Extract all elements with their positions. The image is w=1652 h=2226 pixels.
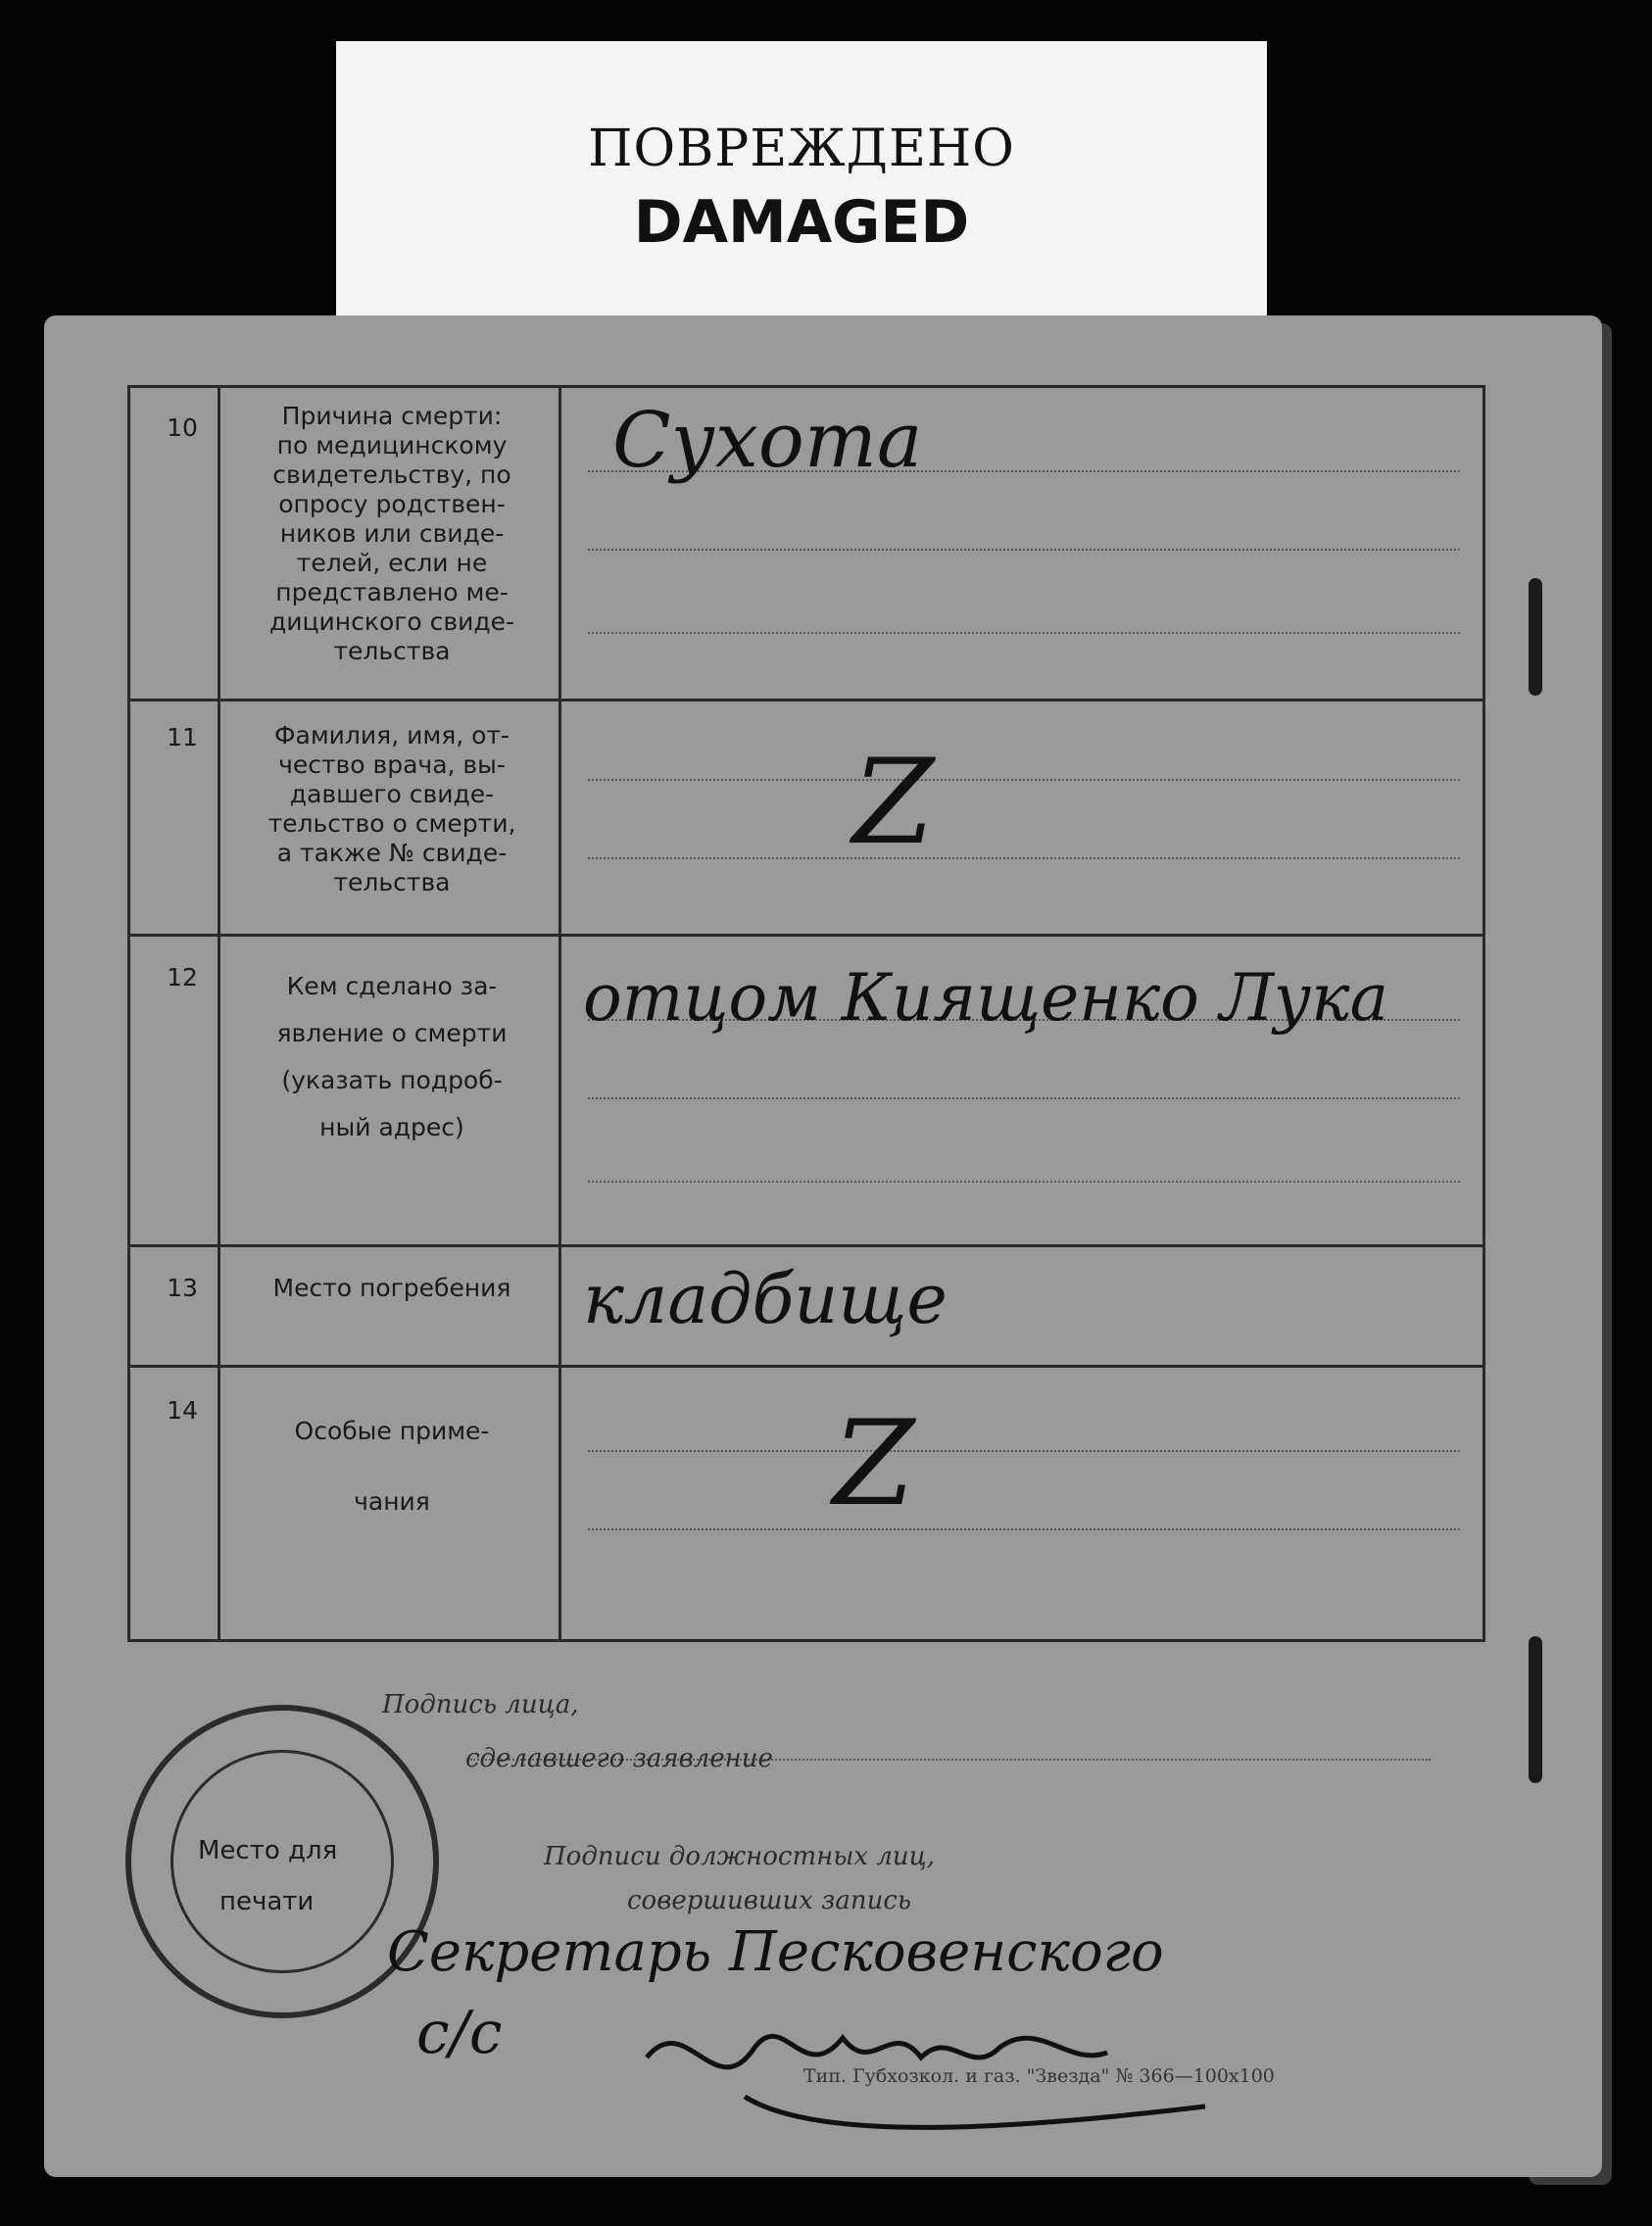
row-number-10: 10 (167, 413, 198, 442)
row-number-14: 14 (167, 1396, 198, 1425)
field-label-declarant: Кем сделано за- явление о смерти (указать подроб- ный адрес) (276, 972, 508, 1141)
row-divider-14 (127, 1639, 1482, 1642)
seal-place-label-1: Место для (198, 1836, 338, 1865)
binding-clip (1529, 1636, 1542, 1783)
damaged-label-ru: ПОВРЕЖДЕНО (588, 120, 1015, 178)
row-divider-13 (127, 1365, 1482, 1368)
handwritten-official-title: Секретарь Песковенского (387, 1920, 1164, 1984)
officials-signature-label-2: совершивших запись (627, 1886, 912, 1915)
handwritten-remarks: Z (833, 1396, 915, 1532)
binding-clip (1529, 578, 1542, 696)
row-divider-11 (127, 934, 1482, 937)
handwritten-declarant: отцом Киященко Лука (583, 960, 1388, 1036)
dotted-line (588, 1181, 1460, 1183)
handwritten-council-abbr: с/с (416, 1999, 503, 2067)
handwritten-doctor: Z (852, 735, 935, 871)
dotted-line (588, 779, 1460, 781)
field-label-doctor: Фамилия, имя, от- чество врача, вы- давшего свиде- тельство о смерти, а также № свиде- тельства (267, 721, 516, 896)
printer-line: Тип. Губхозкол. и газ. "Звезда" № 366—100х100 (803, 2065, 1275, 2087)
column-divider-2 (559, 385, 561, 1639)
dotted-line (588, 1097, 1460, 1099)
dotted-line (588, 632, 1460, 634)
applicant-signature-label-1: Подпись лица, (382, 1690, 579, 1719)
row-number-11: 11 (167, 723, 198, 751)
row-number-13: 13 (167, 1274, 198, 1302)
row-number-12: 12 (167, 963, 198, 992)
column-divider-1 (218, 385, 220, 1639)
damaged-label-card (336, 41, 1267, 335)
row-divider-12 (127, 1244, 1482, 1247)
dotted-line (588, 549, 1460, 551)
field-label-burial-place: Место погребения (272, 1274, 511, 1302)
dotted-line (588, 857, 1460, 859)
handwritten-cause-of-death: Сухота (612, 397, 923, 485)
damaged-label-en: DAMAGED (633, 188, 970, 257)
field-label-cause-of-death: Причина смерти: по медицинскому свидетельству, по опросу родствен- ников или свиде- телей, если не представлено ме- дицинского свиде- тельства (268, 402, 515, 665)
dotted-line (588, 1450, 1460, 1452)
dotted-line (588, 1528, 1460, 1530)
seal-place-label-2: печати (219, 1887, 315, 1916)
officials-signature-label-1: Подписи должностных лиц, (544, 1842, 936, 1871)
row-divider-10 (127, 699, 1482, 702)
applicant-signature-label-2: сделавшего заявление (465, 1744, 773, 1773)
handwritten-burial-place: кладбище (583, 1259, 947, 1339)
field-label-remarks: Особые приме- чания (294, 1417, 490, 1516)
